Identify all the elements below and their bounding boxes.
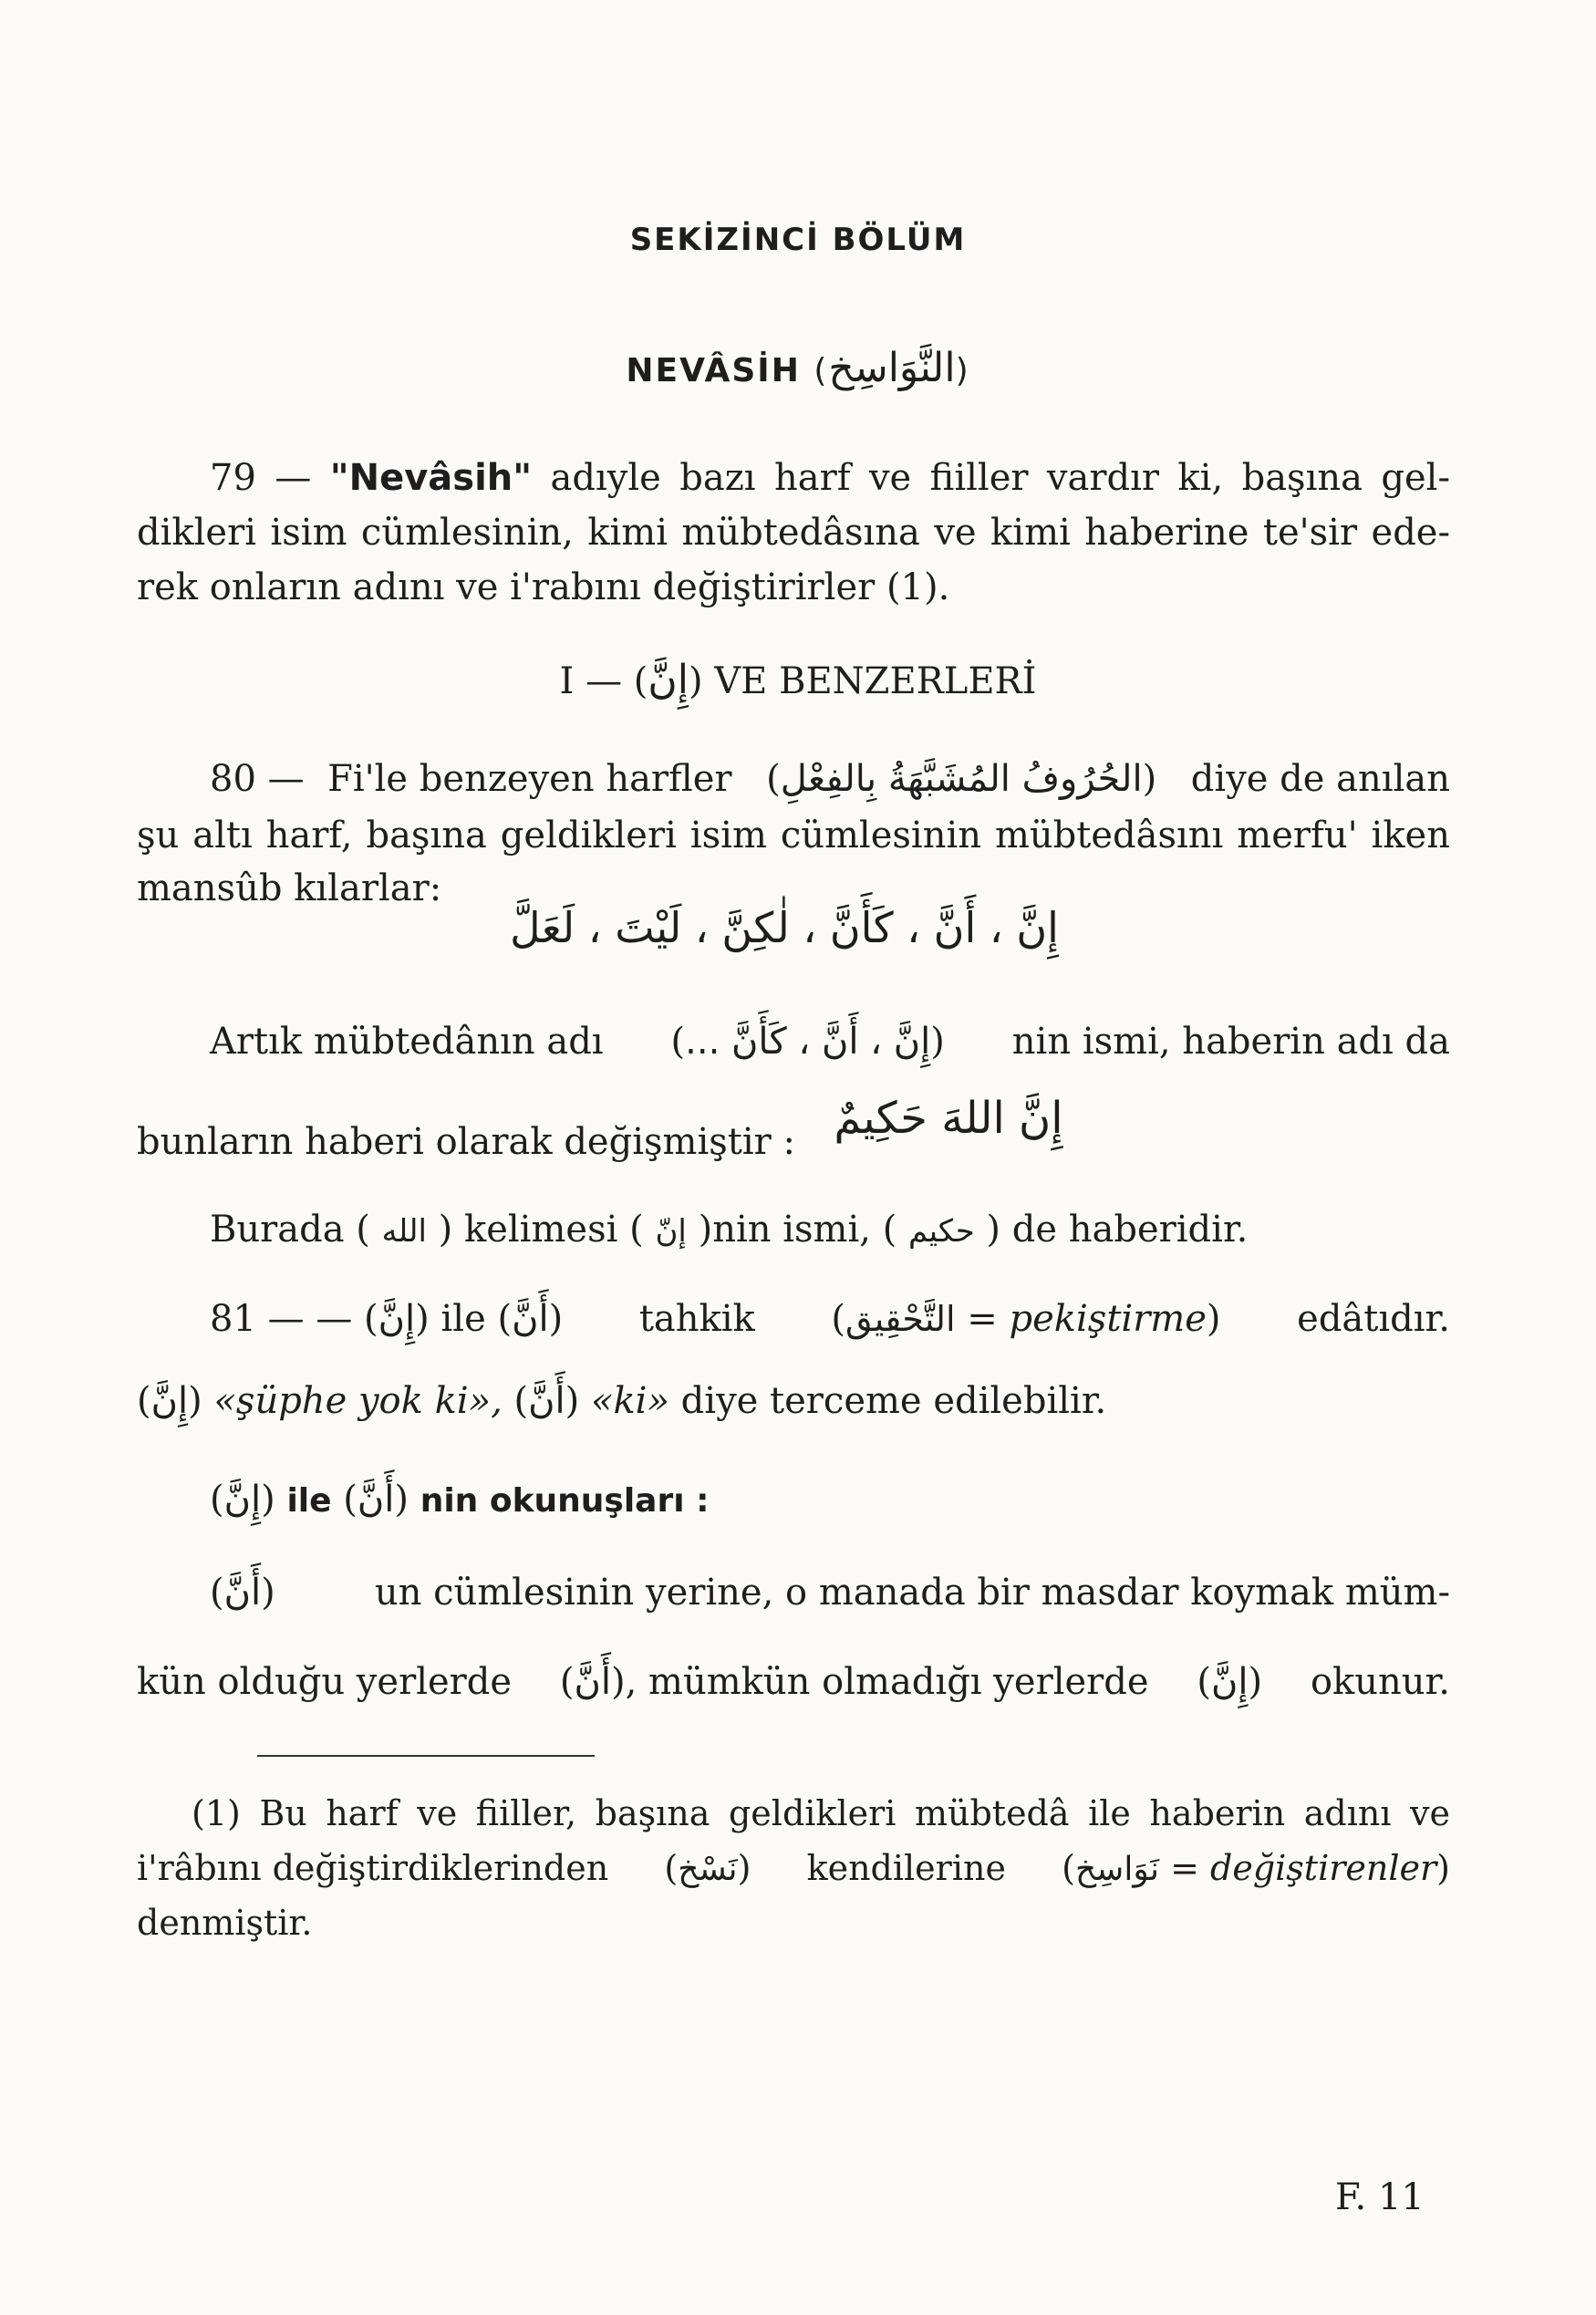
- paragraph-number: 79 —: [210, 457, 312, 499]
- paragraph-number: 81 —: [210, 1298, 305, 1340]
- p81-inna: إِنَّ: [378, 1298, 416, 1340]
- rule-inna: إِنَّ: [1211, 1661, 1249, 1703]
- equals-sign: =: [967, 1298, 998, 1340]
- footnote-line1: (1) Bu harf ve fiiller, başına geldikleri mübtedâ ile haberin adını ve: [192, 1793, 1450, 1833]
- section-title-latin: NEVÂSİH: [626, 352, 801, 389]
- okunus-heading: (إِنَّ) ile (أَنَّ) nin okunuşları :: [210, 1479, 710, 1521]
- rule-anna2: أَنَّ: [574, 1661, 611, 1703]
- okunus-anna: أَنَّ: [357, 1479, 395, 1521]
- okunus-inna: إِنَّ: [223, 1479, 262, 1521]
- allah-arabic: الله: [381, 1213, 427, 1250]
- p80-arabic-term: الحُرُوفُ المُشَبَّهَةُ بِالفِعْلِ: [780, 758, 1143, 800]
- paragraph-79: [137, 451, 1450, 505]
- footnote-arabic-nesh: نَسْخ: [678, 1851, 738, 1888]
- rule-text2c: okunur.: [1310, 1661, 1450, 1703]
- burada-text1: Burada: [210, 1209, 345, 1251]
- p81-ki: «ki»: [590, 1380, 669, 1422]
- p81-edat: edâtıdır.: [1297, 1298, 1450, 1340]
- footnote-text2b: kendilerine: [806, 1848, 1006, 1888]
- p81-inna2: إِنَّ: [150, 1380, 189, 1422]
- hakim-arabic: حكيم: [908, 1213, 975, 1250]
- p80-line3: mansûb kılarlar:: [137, 867, 442, 909]
- p79-line3: rek onların adını ve i'rabını değiştirirler (1).: [137, 566, 950, 608]
- subheading-arabic: إِنَّ: [648, 657, 689, 703]
- okunus-ile: ile: [286, 1482, 332, 1520]
- p81-meaning: pekiştirme: [1009, 1298, 1207, 1340]
- p80-text2: diye de anılan: [1190, 758, 1450, 800]
- rule-text2a: kün olduğu yerlerde: [137, 1661, 513, 1703]
- rule-text1: un cümlesinin yerine, o manada bir masdar koymak müm-: [374, 1572, 1450, 1614]
- artik-text1: Artık mübtedânın adı: [210, 1021, 604, 1063]
- six-letters-arabic: إِنَّ ، أَنَّ ، كَأَنَّ ، لٰكِنَّ ، لَيْتَ ، لَعَلَّ: [510, 903, 1059, 952]
- footnote-arabic-nevasih: نَوَاسِخ: [1074, 1851, 1159, 1888]
- footnote-equals: =: [1170, 1848, 1199, 1888]
- p81-ile: ile: [440, 1298, 486, 1340]
- rule-anna: أَنَّ: [223, 1572, 262, 1614]
- footnote-line3: denmiştir.: [137, 1903, 313, 1943]
- p81-anna: أَنَّ: [512, 1298, 549, 1340]
- artik-line2: bunların haberi olarak değişmiştir :: [137, 1121, 795, 1163]
- paren-close: ): [955, 352, 970, 389]
- artik-line1: Artık mübtedânın adı (إِنَّ ، أَنَّ ، كَأَنَّ ...) nin ismi, haberin adı da: [210, 1014, 1450, 1069]
- subheading-inna: I — (إِنَّ) VE BENZERLERİ: [559, 657, 1037, 703]
- p81-anna2: أَنَّ: [528, 1380, 565, 1422]
- roman-numeral: I —: [559, 660, 623, 702]
- example-sentence-arabic: إِنَّ اللهَ حَكِيمٌ: [834, 1093, 1063, 1144]
- p81-arabic-tahkik: التَّحْقِيق: [845, 1299, 956, 1339]
- section-title-arabic: النَّوَاسِخ: [828, 345, 956, 391]
- chapter-title: SEKİZİNCİ BÖLÜM: [629, 222, 967, 258]
- footnote-separator: [257, 1755, 595, 1757]
- rule-text2b: , mümkün olmadığı yerlerde: [625, 1661, 1149, 1703]
- burada-text4: de haberidir.: [1011, 1209, 1249, 1251]
- burada-text3: nin ismi,: [712, 1209, 871, 1251]
- subheading-text: VE BENZERLERİ: [714, 660, 1037, 702]
- okunus-text: nin okunuşları :: [420, 1482, 710, 1520]
- p81-rest: diye terceme edilebilir.: [680, 1380, 1107, 1422]
- footnote-line2: i'râbını değiştirdiklerinden (نَسْخ) kendilerine (نَوَاسِخ = değiştirenler): [137, 1841, 1450, 1897]
- section-title: [0, 345, 1596, 391]
- paragraph-number: 80 —: [210, 758, 305, 800]
- p81-line2: (إِنَّ) «şüphe yok ki», (أَنَّ) «ki» diye terceme edilebilir.: [137, 1380, 1107, 1422]
- burada-line: Burada ( الله ) kelimesi ( إنّ )nin ismi, ( حكيم ) de haberidir.: [210, 1209, 1249, 1251]
- artik-text2: nin ismi, haberin adı da: [1011, 1021, 1450, 1063]
- footnote-meaning: değiştirenler: [1210, 1848, 1437, 1888]
- paren-open: (: [814, 352, 829, 389]
- term-nevasih: "Nevâsih": [329, 457, 533, 499]
- footnote-text2a: i'râbını değiştirdiklerinden: [137, 1848, 609, 1888]
- p80-line2: şu altı harf, başına geldikleri isim cümlesinin mübtedâsını merfu' iken: [137, 815, 1450, 856]
- p81-line1: 81 — — (إِنَّ) ile (أَنَّ) tahkik (التَّحْقِيق = pekiştirme) edâtıdır.: [210, 1292, 1450, 1346]
- rule-line1: (أَنَّ) un cümlesinin yerine, o manada bir masdar koymak müm-: [210, 1565, 1450, 1620]
- rule-line2: kün olduğu yerlerde (أَنَّ), mümkün olmadığı yerlerde (إِنَّ) okunur.: [137, 1655, 1450, 1709]
- artik-arabic: إِنَّ ، أَنَّ ، كَأَنَّ ...: [685, 1021, 931, 1063]
- burada-text2: kelimesi: [463, 1209, 618, 1251]
- p80-line1: 80 — Fi'le benzeyen harfler (الحُرُوفُ المُشَبَّهَةُ بِالفِعْلِ) diye de anılan: [210, 752, 1450, 806]
- p81-meaning2: «şüphe yok ki»,: [213, 1380, 503, 1422]
- page-signature: F. 11: [1335, 2176, 1425, 2218]
- p79-line1: adıyle bazı harf ve fiiller vardır ki, başına gel-: [550, 457, 1450, 499]
- p79-line2: dikleri isim cümlesinin, kimi mübtedâsına ve kimi haberine te'sir ede-: [137, 512, 1450, 554]
- p81-tahkik: tahkik: [638, 1298, 755, 1340]
- inna-arabic: إنّ: [655, 1213, 687, 1250]
- p80-text1: Fi'le benzeyen harfler: [327, 758, 732, 800]
